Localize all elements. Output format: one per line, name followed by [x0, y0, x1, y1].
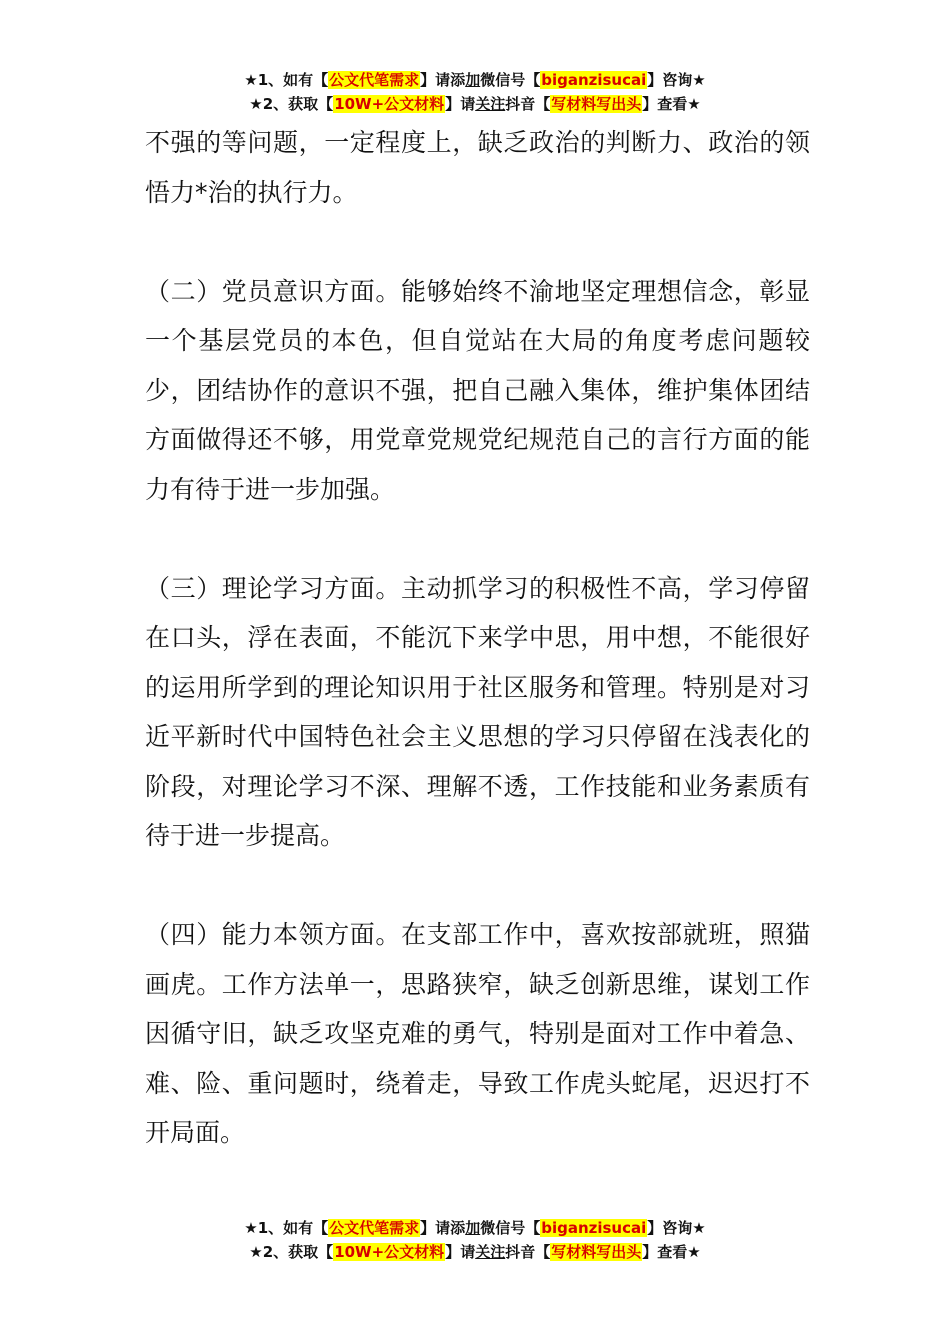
paragraph-gap: [145, 861, 810, 911]
banner-text: ★1、如有【: [244, 1219, 329, 1237]
banner-text: 】请添: [420, 1219, 466, 1237]
banner-text: 微信号【: [480, 71, 541, 89]
banner-text: 】查看★: [642, 95, 701, 113]
banner-emphasis: 加: [465, 71, 481, 89]
banner-text: 】查看★: [642, 1243, 701, 1261]
banner-emphasis: 关注: [475, 95, 506, 113]
banner-text: 】请添: [420, 71, 466, 89]
paragraph-gap: [145, 217, 810, 267]
banner-text: ★1、如有【: [244, 71, 329, 89]
banner-text: 】咨询★: [647, 1219, 706, 1237]
document-body: [145, 118, 810, 1158]
banner-highlight-douyin: 写材料写出头: [551, 1243, 642, 1261]
banner-line-2: [0, 1240, 950, 1264]
banner-text: 微信号【: [480, 1219, 541, 1237]
banner-text: 】请: [445, 95, 476, 113]
banner-line-2: [0, 92, 950, 116]
banner-highlight-wechat: biganzisucai: [541, 1219, 647, 1237]
banner-highlight: 公文代笔需求: [329, 1219, 420, 1237]
paragraph-gap: [145, 514, 810, 564]
banner-highlight: 10W+公文材料: [334, 1243, 445, 1261]
footer-banner: [0, 1216, 950, 1264]
banner-highlight: 公文代笔需求: [329, 71, 420, 89]
paragraph-theory-study: （三）理论学习方面。主动抓学习的积极性不高，学习停留在口头，浮在表面，不能沉下来学中思，用中想，不能很好的运用所学到的理论知识用于社区服务和管理。特别是对习近平新时代中国特色社会主义思想的学习只停留在浅表化的阶段，对理论学习不深、理解不透，工作技能和业务素质有待于进一步提高。: [145, 573, 810, 850]
banner-text: 抖音【: [505, 95, 551, 113]
paragraph-party-member-awareness: （二）党员意识方面。能够始终不渝地坚定理想信念，彰显一个基层党员的本色，但自觉站在大局的角度考虑问题较少，团结协作的意识不强，把自己融入集体，维护集体团结方面做得还不够，用党章党规党纪规范自己的言行方面的能力有待于进一步加强。: [145, 276, 810, 504]
banner-text: 】请: [445, 1243, 476, 1261]
banner-line-1: [0, 1216, 950, 1240]
header-banner: [0, 68, 950, 116]
banner-text: ★2、获取【: [249, 95, 334, 113]
banner-emphasis: 加: [465, 1219, 481, 1237]
banner-text: ★2、获取【: [249, 1243, 334, 1261]
banner-line-1: [0, 68, 950, 92]
banner-text: 抖音【: [505, 1243, 551, 1261]
banner-text: 】咨询★: [647, 71, 706, 89]
banner-highlight-wechat: biganzisucai: [541, 71, 647, 89]
paragraph-ability: （四）能力本领方面。在支部工作中，喜欢按部就班，照猫画虎。工作方法单一，思路狭窄，缺乏创新思维，谋划工作因循守旧，缺乏攻坚克难的勇气，特别是面对工作中着急、难、险、重问题时，绕着走，导致工作虎头蛇尾，迟迟打不开局面。: [145, 920, 810, 1147]
banner-highlight-douyin: 写材料写出头: [551, 95, 642, 113]
paragraph-continued: 不强的等问题，一定程度上，缺乏政治的判断力、政治的领悟力*治的执行力。: [145, 128, 810, 207]
banner-highlight: 10W+公文材料: [334, 95, 445, 113]
banner-emphasis: 关注: [475, 1243, 506, 1261]
